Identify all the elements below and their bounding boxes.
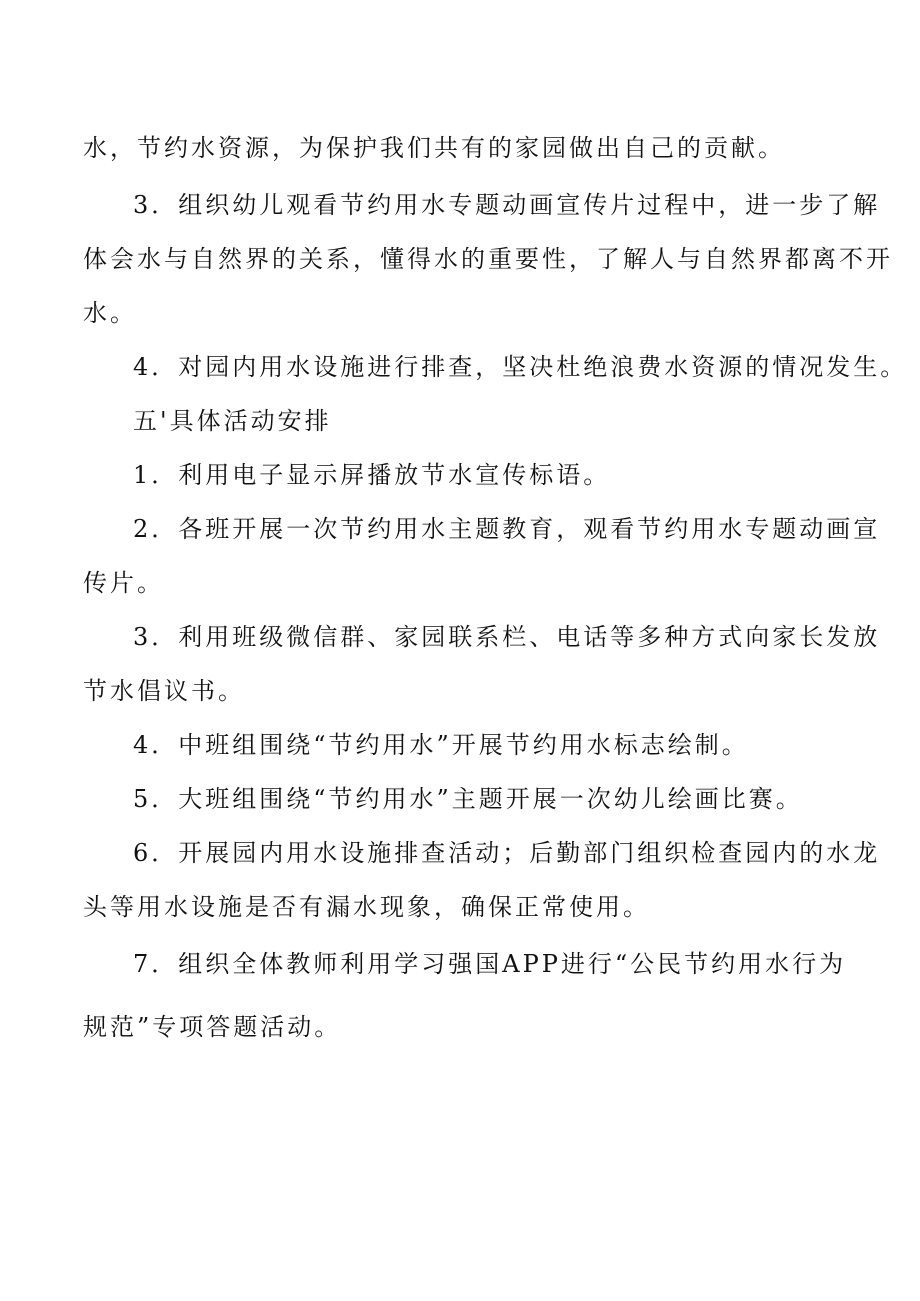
paragraph-line: 水，节约水资源，为保护我们共有的家园做出自己的贡献。 — [83, 134, 785, 162]
paragraph-line: 3．利用班级微信群、家园联系栏、电话等多种方式向家长发放 — [133, 623, 881, 651]
paragraph-line: 7．组织全体教师利用学习强国APP进行“公民节约用水行为 — [133, 950, 847, 978]
paragraph-line: 水。 — [83, 299, 137, 327]
paragraph-line: 体会水与自然界的关系，懂得水的重要性，了解人与自然界都离不开 — [83, 245, 893, 273]
paragraph-line: 5．大班组围绕“节约用水”主题开展一次幼儿绘画比赛。 — [133, 785, 803, 813]
paragraph-line: 3．组织幼儿观看节约用水专题动画宣传片过程中，进一步了解 — [133, 191, 881, 219]
paragraph-line: 1．利用电子显示屏播放节水宣传标语。 — [133, 461, 611, 489]
paragraph-line: 规范”专项答题活动。 — [83, 1013, 342, 1041]
paragraph-line: 节水倡议书。 — [83, 677, 245, 705]
paragraph-line: 6．开展园内用水设施排查活动；后勤部门组织检查园内的水龙 — [133, 839, 881, 867]
paragraph-line: 4．中班组围绕“节约用水”开展节约用水标志绘制。 — [133, 731, 749, 759]
paragraph-line: 头等用水设施是否有漏水现象，确保正常使用。 — [83, 893, 650, 921]
paragraph-line: 2．各班开展一次节约用水主题教育，观看节约用水专题动画宣 — [133, 515, 881, 543]
paragraph-line: 4．对园内用水设施进行排查，坚决杜绝浪费水资源的情况发生。 — [133, 353, 908, 381]
paragraph-line: 传片。 — [83, 569, 164, 597]
section-heading: 五'具体活动安排 — [133, 407, 332, 435]
